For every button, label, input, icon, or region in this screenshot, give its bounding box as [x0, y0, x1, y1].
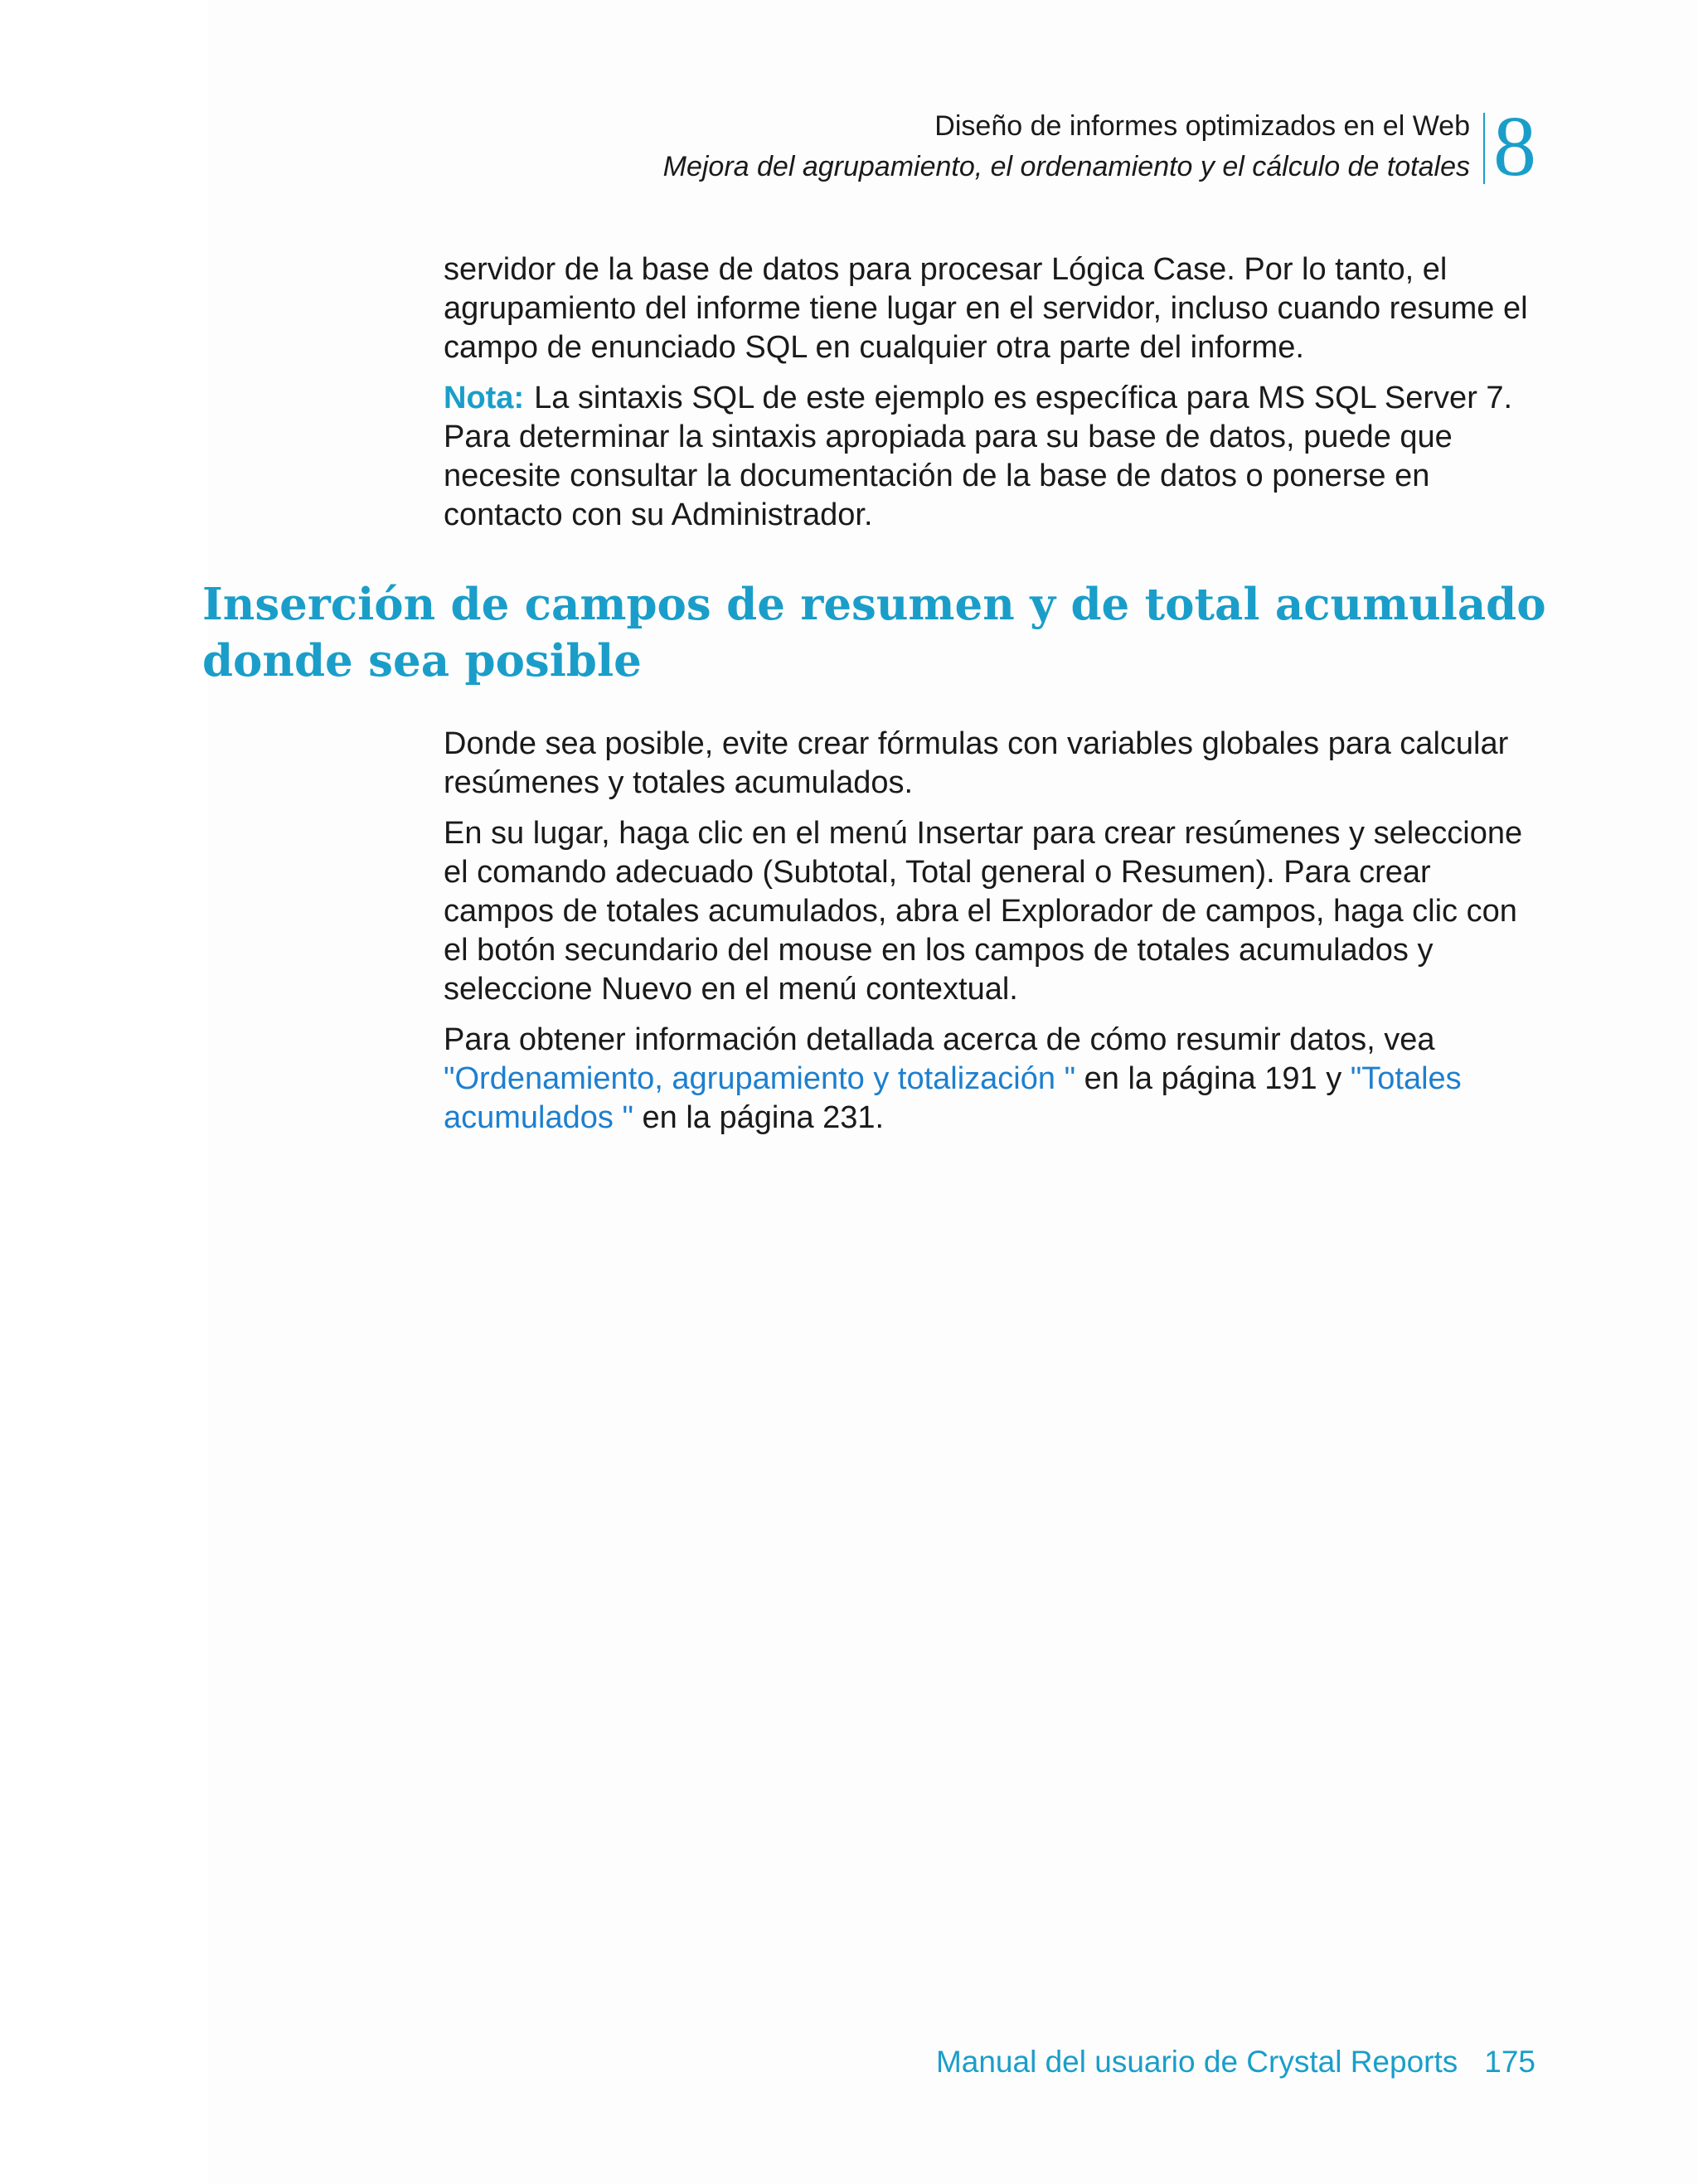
note-label: Nota: — [444, 381, 525, 415]
note-text: La sintaxis SQL de este ejemplo es específica para MS SQL Server 7. Para determinar la sintaxis apropiada para su base de datos, puede que necesite consultar la documentación de la base de datos o ponerse en contacto con su Administrador. — [444, 381, 1513, 532]
section-content — [444, 725, 1546, 1149]
intro-content — [444, 250, 1546, 546]
note — [444, 379, 1546, 535]
xref-link-totales[interactable]: "Totales acumulados " — [444, 1061, 1462, 1135]
page-margin — [0, 0, 207, 2184]
paragraph-3-middle: en la página 191 y — [1084, 1061, 1342, 1096]
book-title: Manual del usuario de Crystal Reports — [935, 2045, 1458, 2079]
xref-link-ordenamiento[interactable]: "Ordenamiento, agrupamiento y totalización " — [444, 1061, 1076, 1096]
section-paragraph-2: En su lugar, haga clic en el menú Insertar para crear resúmenes y seleccione el comando adecuado (Subtotal, Total general o Resumen). Para crear campos de totales acumulados, abra el Explorador de campos, haga clic con el botón secundario del mouse en los campos de totales acumulados y seleccione Nuevo en el menú contextual. — [444, 816, 1523, 1007]
section-paragraph-1: Donde sea posible, evite crear fórmulas con variables globales para calcular resúmenes y totales acumulados. — [444, 726, 1509, 800]
section-heading: Inserción de campos de resumen y de total acumulado donde sea posible — [202, 579, 1546, 687]
paragraph-3-start: Para obtener información detallada acerca de cómo resumir datos, vea — [444, 1022, 1435, 1057]
intro-paragraph: servidor de la base de datos para procesar Lógica Case. Por lo tanto, el agrupamiento del informe tiene lugar en el servidor, incluso cuando resume el campo de enunciado SQL en cualquier otra parte del informe. — [444, 252, 1528, 365]
page-footer — [936, 2041, 1535, 2083]
section-title: Mejora del agrupamiento, el ordenamiento y el cálculo de totales — [662, 151, 1470, 182]
chapter-title: Diseño de informes optimizados en el Web — [934, 110, 1470, 142]
page-number: 175 — [1484, 2045, 1535, 2079]
chapter-number: 8 — [1493, 99, 1536, 194]
header-text — [663, 106, 1483, 187]
section-paragraph-3 — [444, 1021, 1546, 1138]
running-header — [662, 99, 1536, 194]
paragraph-3-end: en la página 231. — [642, 1100, 885, 1135]
